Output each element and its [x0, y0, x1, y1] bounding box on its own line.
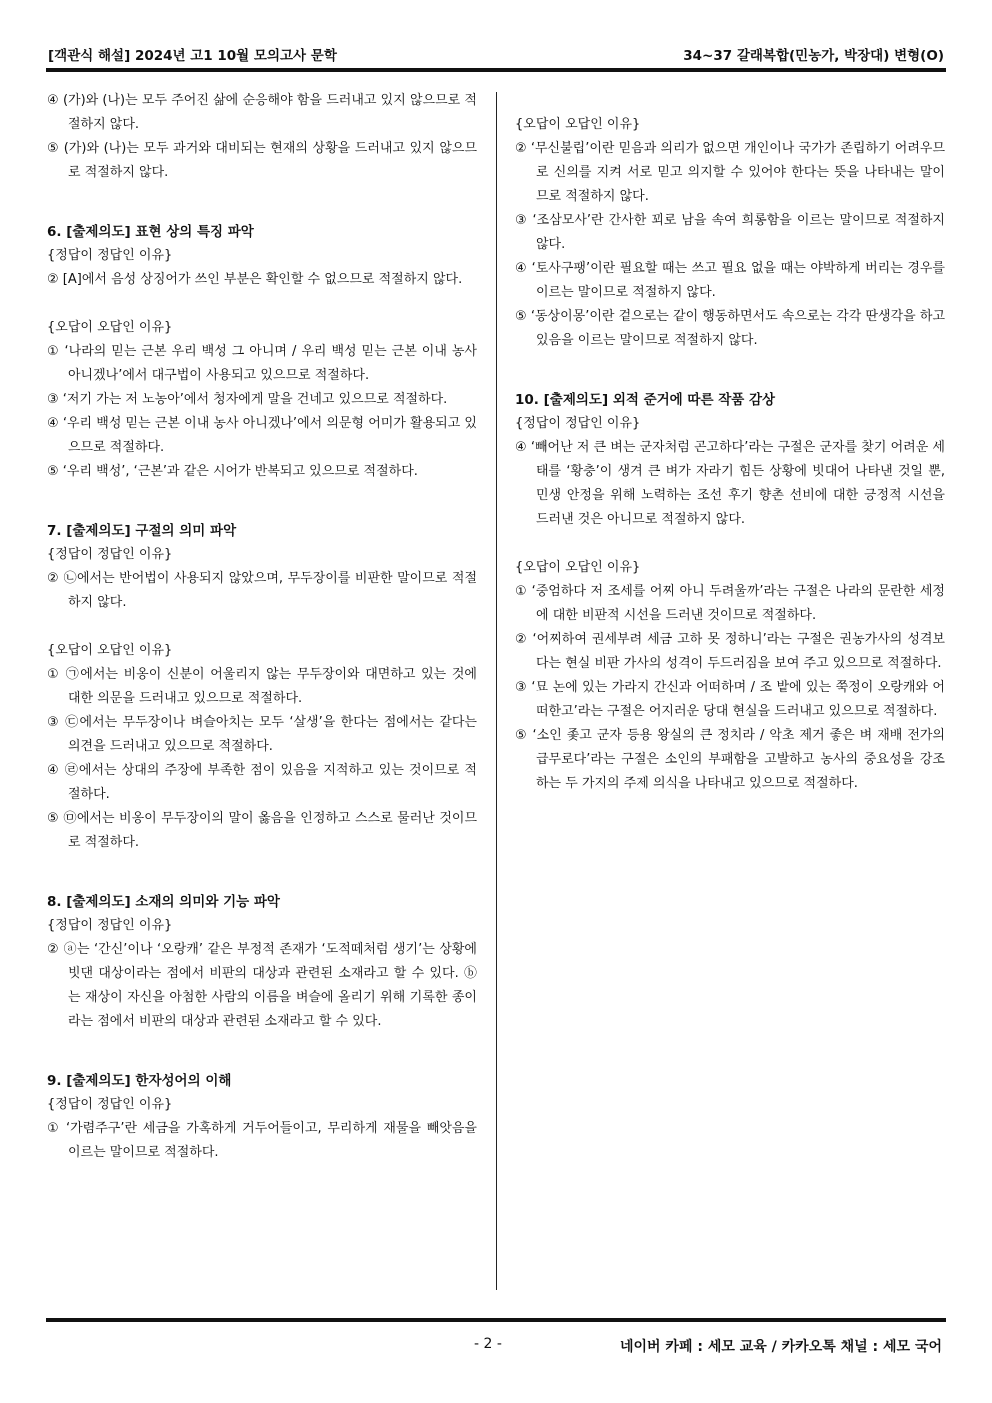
column-divider — [496, 92, 497, 1290]
list-item: ② ⓐ는 ‘간신’이나 ‘오랑캐’ 같은 부정적 존재가 ‘도적떼처럼 생기’는 상황에 빗댄 대상이라는 점에서 비판의 대상과 관련된 소재라고 할 수 있다. ⓑ는 재상이 자신을 아첨한 사람의 이름을 벼슬에 올리기 위해 기록한 종이라는 점에서 비판의 대상과 관련된 소재라고 할 수 있다. — [47, 942, 477, 1029]
correct-label: {정답이 정답인 이유} — [515, 416, 641, 431]
list-item: ② [A]에서 음성 상징어가 쓰인 부분은 확인할 수 없으므로 적절하지 않다. — [47, 272, 463, 287]
correct-label: {정답이 정답인 이유} — [47, 248, 173, 263]
footer-rule — [46, 1318, 946, 1322]
list-item: ⑤ ‘동상이몽’이란 겉으로는 같이 행동하면서도 속으로는 각각 딴생각을 하고 있음을 이르는 말이므로 적절하지 않다. — [515, 309, 945, 348]
section-title-9: 9. [출제의도] 한자성어의 이해 — [47, 1073, 232, 1089]
list-item: ① ‘중엄하다 저 조세를 어찌 아니 두려울까’라는 구절은 나라의 문란한 세정에 대한 비판적 시선을 드러낸 것이므로 적절하다. — [515, 584, 945, 623]
footer-credit: 네이버 카페 : 세모 교육 / 카카오톡 채널 : 세모 국어 — [619, 1339, 942, 1355]
page-number: - 2 - — [474, 1336, 502, 1352]
list-item: ③ ‘저기 가는 저 노농아’에서 청자에게 말을 건네고 있으므로 적절하다. — [47, 392, 448, 407]
list-item: ③ ‘조삼모사’란 간사한 꾀로 남을 속여 희롱함을 이르는 말이므로 적절하지 않다. — [515, 213, 945, 252]
section-title-8: 8. [출제의도] 소재의 의미와 기능 파악 — [47, 894, 280, 910]
wrong-label: {오답이 오답인 이유} — [47, 643, 173, 658]
list-item: ④ ㉣에서는 상대의 주장에 부족한 점이 있음을 지적하고 있는 것이므로 적절하다. — [47, 763, 477, 802]
correct-label: {정답이 정답인 이유} — [47, 547, 173, 562]
header-subtitle: 34~37 갈래복합(민농가, 박장대) 변형(O) — [683, 48, 944, 64]
section-title-10: 10. [출제의도] 외적 준거에 따른 작품 감상 — [515, 392, 776, 408]
list-item: ① ‘가렴주구’란 세금을 가혹하게 거두어들이고, 무리하게 재물을 빼앗음을 이르는 말이므로 적절하다. — [47, 1121, 477, 1160]
left-column — [47, 89, 477, 1165]
list-item: ⑤ ㉤에서는 비옹이 무두장이의 말이 옳음을 인정하고 스스로 물러난 것이므로 적절하다. — [47, 811, 477, 850]
list-item: ④ ‘빼어난 저 큰 벼는 군자처럼 곤고하다’라는 구절은 군자를 찾기 어려운 세태를 ‘황충’이 생겨 큰 벼가 자라기 힘든 상황에 빗대어 나타낸 것일 뿐, 민생 안정을 위해 노력하는 조선 후기 향촌 선비에 대한 긍정적 시선을 드러낸 것은 아니므로 적절하지 않다. — [515, 440, 945, 527]
list-item: ⑤ (가)와 (나)는 모두 과거와 대비되는 현재의 상황을 드러내고 있지 않으므로 적절하지 않다. — [47, 141, 477, 180]
correct-label: {정답이 정답인 이유} — [47, 1097, 173, 1112]
list-item: ① ‘나라의 믿는 근본 우리 백성 그 아니며 / 우리 백성 믿는 근본 이내 농사 아니겠나’에서 대구법이 사용되고 있으므로 적절하다. — [47, 344, 477, 383]
list-item: ③ ㉢에서는 무두장이나 벼슬아치는 모두 ‘살생’을 한다는 점에서는 같다는 의견을 드러내고 있으므로 적절하다. — [47, 715, 477, 754]
list-item: ⑤ ‘우리 백성’, ‘근본’과 같은 시어가 반복되고 있으므로 적절하다. — [47, 464, 418, 479]
wrong-label: {오답이 오답인 이유} — [47, 320, 173, 335]
list-item: ② ‘무신불립’이란 믿음과 의리가 없으면 개인이나 국가가 존립하기 어려우므로 신의를 지켜 서로 믿고 의지할 수 있어야 한다는 뜻을 나타내는 말이므로 적절하지 않다. — [515, 141, 945, 204]
list-item: ⑤ ‘소인 좇고 군자 등용 왕실의 큰 정치라 / 악초 제거 좋은 벼 재배 전가의 급무로다’라는 구절은 소인의 부패함을 고발하고 농사의 중요성을 강조하는 두 가지의 주제 의식을 나타내고 있으므로 적절하다. — [515, 728, 945, 791]
list-item: ④ ‘토사구팽’이란 필요할 때는 쓰고 필요 없을 때는 야박하게 버리는 경우를 이르는 말이므로 적절하지 않다. — [515, 261, 945, 300]
right-column — [515, 89, 945, 796]
section-title-6: 6. [출제의도] 표현 상의 특징 파악 — [47, 224, 254, 240]
header-rule — [46, 68, 946, 72]
list-item: ① ㉠에서는 비옹이 신분이 어울리지 않는 무두장이와 대면하고 있는 것에 대한 의문을 드러내고 있으므로 적절하다. — [47, 667, 477, 706]
list-item: ④ ‘우리 백성 믿는 근본 이내 농사 아니겠나’에서 의문형 어미가 활용되고 있으므로 적절하다. — [47, 416, 477, 455]
correct-label: {정답이 정답인 이유} — [47, 918, 173, 933]
list-item: ③ ‘묘 논에 있는 가라지 간신과 어떠하며 / 조 밭에 있는 쭉정이 오랑캐와 어떠한고’라는 구절은 어지러운 당대 현실을 드러내고 있으므로 적절하다. — [515, 680, 945, 719]
header-title: [객관식 해설] 2024년 고1 10월 모의고사 문학 — [48, 48, 337, 64]
section-title-7: 7. [출제의도] 구절의 의미 파악 — [47, 523, 237, 539]
wrong-label: {오답이 오답인 이유} — [515, 117, 641, 132]
wrong-label: {오답이 오답인 이유} — [515, 560, 641, 575]
list-item: ④ (가)와 (나)는 모두 주어진 삶에 순응해야 함을 드러내고 있지 않으므로 적절하지 않다. — [47, 93, 477, 132]
list-item: ② ‘어찌하여 권세부려 세금 고하 못 정하니’라는 구절은 권농가사의 성격보다는 현실 비판 가사의 성격이 두드러짐을 보여 주고 있으므로 적절하다. — [515, 632, 945, 671]
list-item: ② ㉡에서는 반어법이 사용되지 않았으며, 무두장이를 비판한 말이므로 적절하지 않다. — [47, 571, 477, 610]
